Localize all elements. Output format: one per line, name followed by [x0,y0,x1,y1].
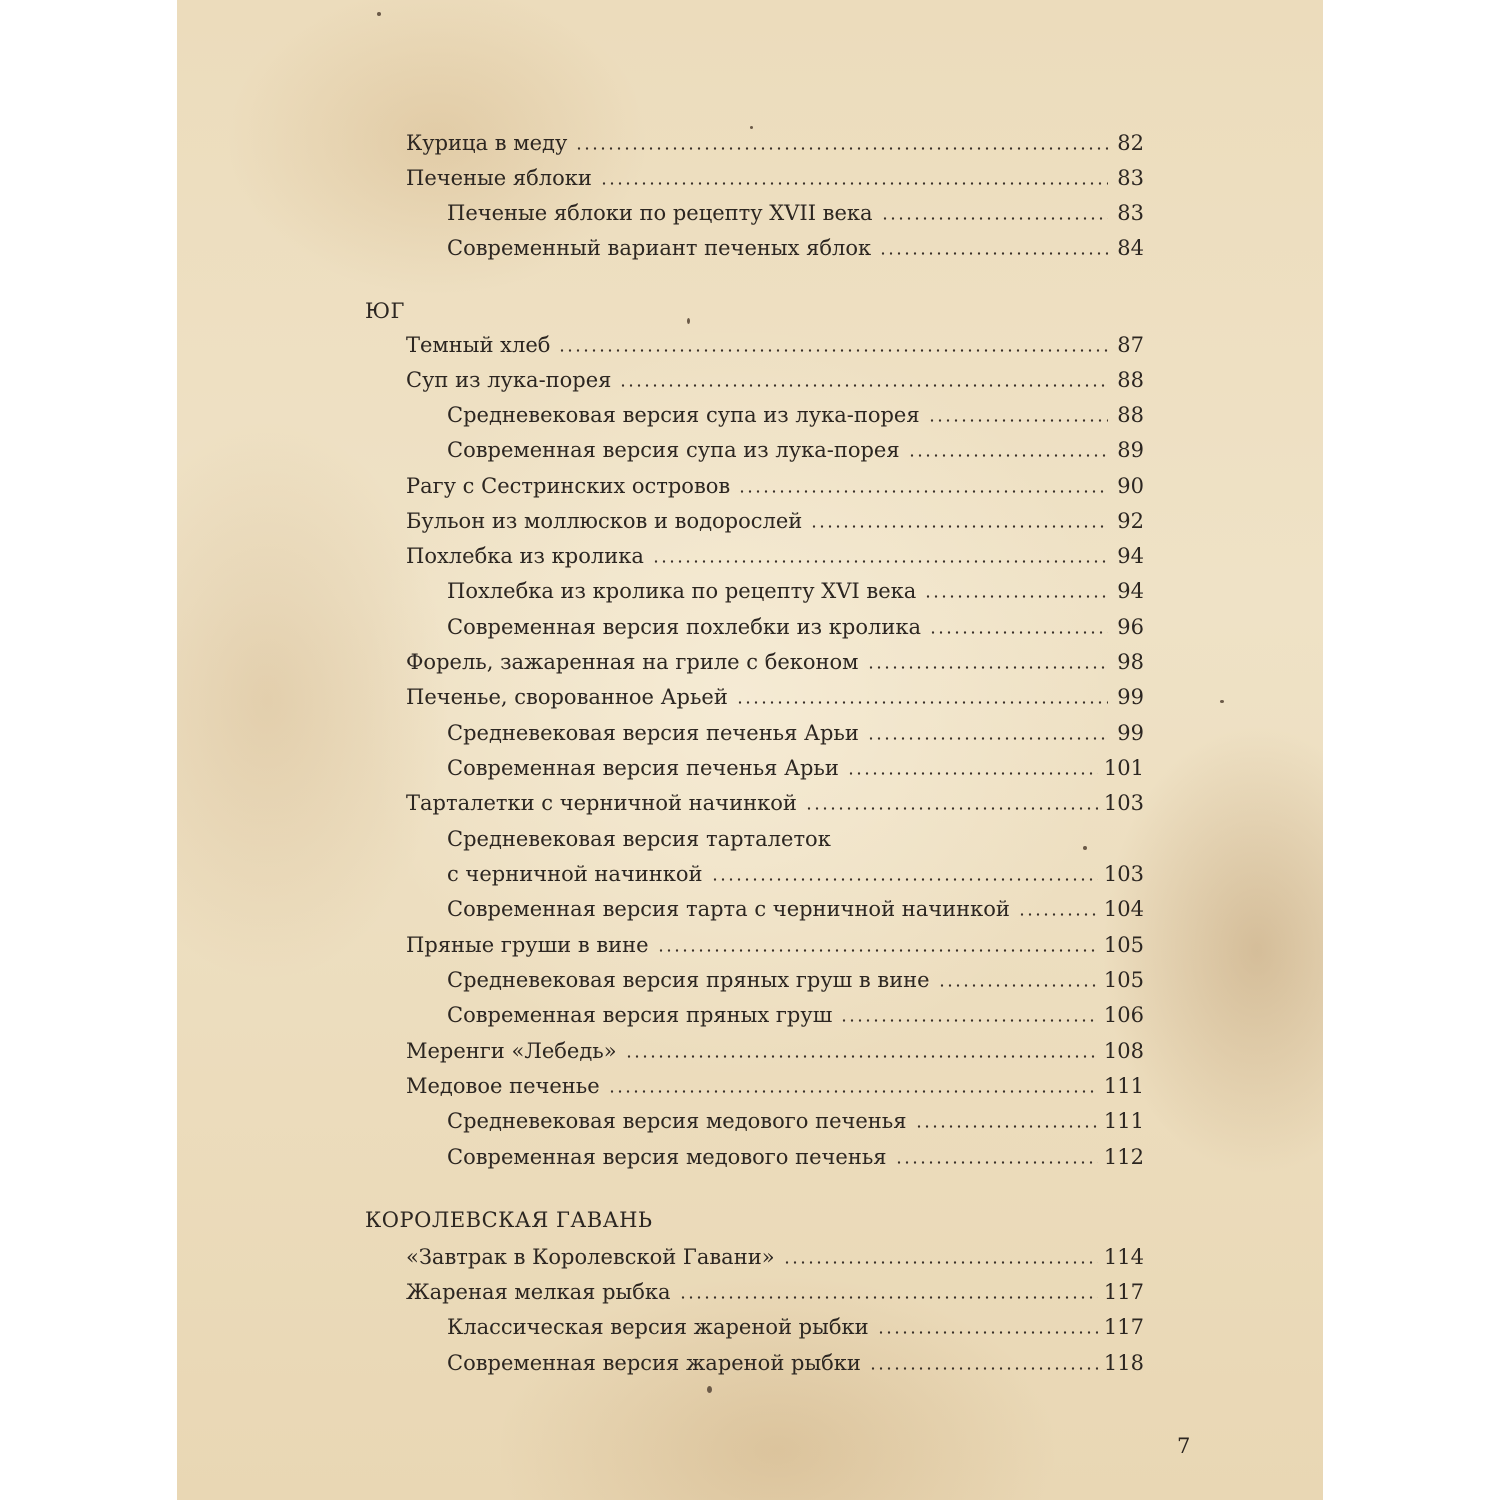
toc-entry-page: 87 [1117,333,1144,357]
dot-leader [915,1125,1098,1128]
toc-entry-title: Современная версия супа из лука-порея [447,438,900,462]
toc-entry-title: Рагу с Сестринских островов [406,474,731,498]
dot-leader [736,701,1108,704]
toc-entry-title: Форель, зажаренная на гриле с беконом [406,650,859,674]
toc-entry-page: 99 [1117,721,1144,745]
toc-entry-title: Современная версия тарта с черничной начинкой [447,897,1010,921]
toc-entry-page: 92 [1117,509,1144,533]
toc-entry-title: Меренги «Лебедь» [406,1039,617,1063]
toc-entry-page: 103 [1103,862,1144,886]
toc-entry-page: 94 [1117,544,1144,568]
dot-leader [924,595,1108,598]
toc-entry-title: Средневековая версия печенья Арьи [447,721,859,745]
dot-leader [877,1331,1098,1334]
toc-entry-page: 99 [1117,685,1144,709]
toc-entry-title: Тарталетки с черничной начинкой [406,791,797,815]
toc-entry-title: Современная версия жареной рыбки [447,1351,861,1375]
dot-leader [867,737,1108,740]
toc-entry-page: 82 [1117,131,1144,155]
dot-leader [869,1367,1098,1370]
toc-subentry[interactable] [447,1306,1144,1340]
toc-entry[interactable] [406,676,1144,710]
toc-entry-page: 88 [1117,403,1144,427]
dot-leader [895,1161,1098,1164]
toc-subentry[interactable] [447,1136,1144,1170]
dot-leader [608,1090,1098,1093]
toc-entry-page: 83 [1117,166,1144,190]
toc-entry-page: 103 [1103,791,1144,815]
dot-leader [847,772,1098,775]
toc-entry[interactable] [406,359,1144,393]
toc-entry[interactable] [406,535,1144,569]
dot-leader [938,984,1098,987]
toc-entry[interactable] [406,324,1144,358]
dot-leader [652,560,1108,563]
toc-subentry[interactable] [447,959,1144,993]
toc-entry-title: Похлебка из кролика по рецепту XVI века [447,579,917,603]
toc-entry[interactable] [406,157,1144,191]
dot-leader [600,182,1108,185]
toc-entry[interactable] [406,924,1144,958]
toc-entry-page: 98 [1117,650,1144,674]
toc-entry-title: Средневековая версия супа из лука-порея [447,403,920,427]
dot-leader [881,217,1108,220]
toc-entry-title: Печенье, сворованное Арьей [406,685,728,709]
dot-leader [867,666,1108,669]
dot-leader [679,1296,1098,1299]
page-number: 7 [1177,1434,1191,1458]
toc-entry-page: 111 [1103,1109,1144,1133]
toc-entry-page: 101 [1103,756,1144,780]
dot-leader [575,147,1108,150]
toc-entry[interactable] [406,641,1144,675]
toc-subentry[interactable] [447,192,1144,226]
toc-subentry[interactable] [447,570,1144,604]
dot-leader [1018,913,1098,916]
toc-entry-title: Похлебка из кролика [406,544,644,568]
toc-entry-title: Пряные груши в вине [406,933,649,957]
toc-subentry[interactable] [447,853,1144,887]
toc-entry-page: 117 [1103,1315,1144,1339]
toc-entry-page: 84 [1117,236,1144,260]
section-heading-kings-landing: КОРОЛЕВСКАЯ ГАВАНЬ [365,1208,653,1232]
dot-leader [625,1055,1098,1058]
dot-leader [840,1019,1098,1022]
section-heading-south: ЮГ [365,299,405,323]
toc-entry[interactable] [406,1065,1144,1099]
toc-entry-page: 90 [1117,474,1144,498]
dot-leader [783,1261,1098,1264]
toc-entry-title: Средневековая версия медового печенья [447,1109,907,1133]
toc-entry-title: Медовое печенье [406,1074,600,1098]
toc-entry[interactable] [406,782,1144,816]
dot-leader [879,252,1108,255]
toc-entry-page: 104 [1103,897,1144,921]
paper-speck [1083,846,1087,850]
toc-entry-page: 118 [1103,1351,1144,1375]
toc-subentry[interactable] [447,606,1144,640]
toc-entry-title: Современная версия печенья Арьи [447,756,839,780]
dot-leader [558,349,1108,352]
toc-subentry[interactable] [447,747,1144,781]
toc-entry[interactable] [406,1236,1144,1270]
toc-entry-title: Бульон из моллюсков и водорослей [406,509,803,533]
dot-leader [711,878,1098,881]
toc-entry-title: Средневековая версия пряных груш в вине [447,968,930,992]
toc-entry-title: Современная версия медового печенья [447,1145,887,1169]
dot-leader [619,384,1108,387]
toc-entry[interactable] [406,465,1144,499]
toc-entry-title: Темный хлеб [406,333,551,357]
toc-subentry[interactable] [447,1100,1144,1134]
toc-entry[interactable] [406,1030,1144,1064]
toc-entry[interactable] [406,500,1144,534]
toc-entry-title: Классическая версия жареной рыбки [447,1315,869,1339]
toc-subentry[interactable] [447,888,1144,922]
toc-entry-title: Суп из лука-порея [406,368,612,392]
toc-subentry[interactable] [447,994,1144,1028]
toc-entry-title: Современная версия похлебки из кролика [447,615,921,639]
toc-entry-page: 105 [1103,933,1144,957]
paper-speck [707,1386,712,1393]
toc-entry-title: Жареная мелкая рыбка [406,1280,671,1304]
toc-entry-page: 105 [1103,968,1144,992]
toc-entry[interactable] [406,122,1144,156]
paper-speck [377,12,381,16]
toc-entry-page: 114 [1103,1245,1144,1269]
dot-leader [929,631,1108,634]
book-page [177,0,1323,1500]
dot-leader [657,949,1098,952]
toc-entry[interactable] [406,1271,1144,1305]
toc-entry-title: «Завтрак в Королевской Гавани» [406,1245,775,1269]
toc-entry-title-continued: с черничной начинкой [447,862,703,886]
dot-leader [810,525,1108,528]
toc-entry-title: Курица в меду [406,131,568,155]
toc-entry-title: Печеные яблоки [406,166,592,190]
toc-entry-title: Современная версия пряных груш [447,1003,833,1027]
toc-entry-page: 112 [1103,1145,1144,1169]
toc-subentry[interactable] [447,712,1144,746]
toc-entry-title: Печеные яблоки по рецепту XVII века [447,201,873,225]
toc-entry-title: Современный вариант печеных яблок [447,236,872,260]
toc-entry-page: 94 [1117,579,1144,603]
toc-entry-page: 111 [1103,1074,1144,1098]
dot-leader [908,454,1108,457]
dot-leader [805,807,1098,810]
toc-entry-title: Средневековая версия тарталеток [447,827,831,851]
toc-subentry[interactable] [447,429,1144,463]
toc-entry-page: 89 [1117,438,1144,462]
toc-entry-page: 117 [1103,1280,1144,1304]
toc-subentry[interactable] [447,394,1144,428]
dot-leader [928,419,1108,422]
toc-subentry[interactable] [447,227,1144,261]
toc-entry-page: 106 [1103,1003,1144,1027]
toc-entry-page: 108 [1103,1039,1144,1063]
toc-entry-page: 96 [1117,615,1144,639]
paper-speck [1220,700,1224,703]
toc-entry-page: 83 [1117,201,1144,225]
toc-entry-page: 88 [1117,368,1144,392]
toc-subentry[interactable] [447,1342,1144,1376]
toc-subentry-first-line[interactable] [447,818,831,852]
dot-leader [738,490,1108,493]
